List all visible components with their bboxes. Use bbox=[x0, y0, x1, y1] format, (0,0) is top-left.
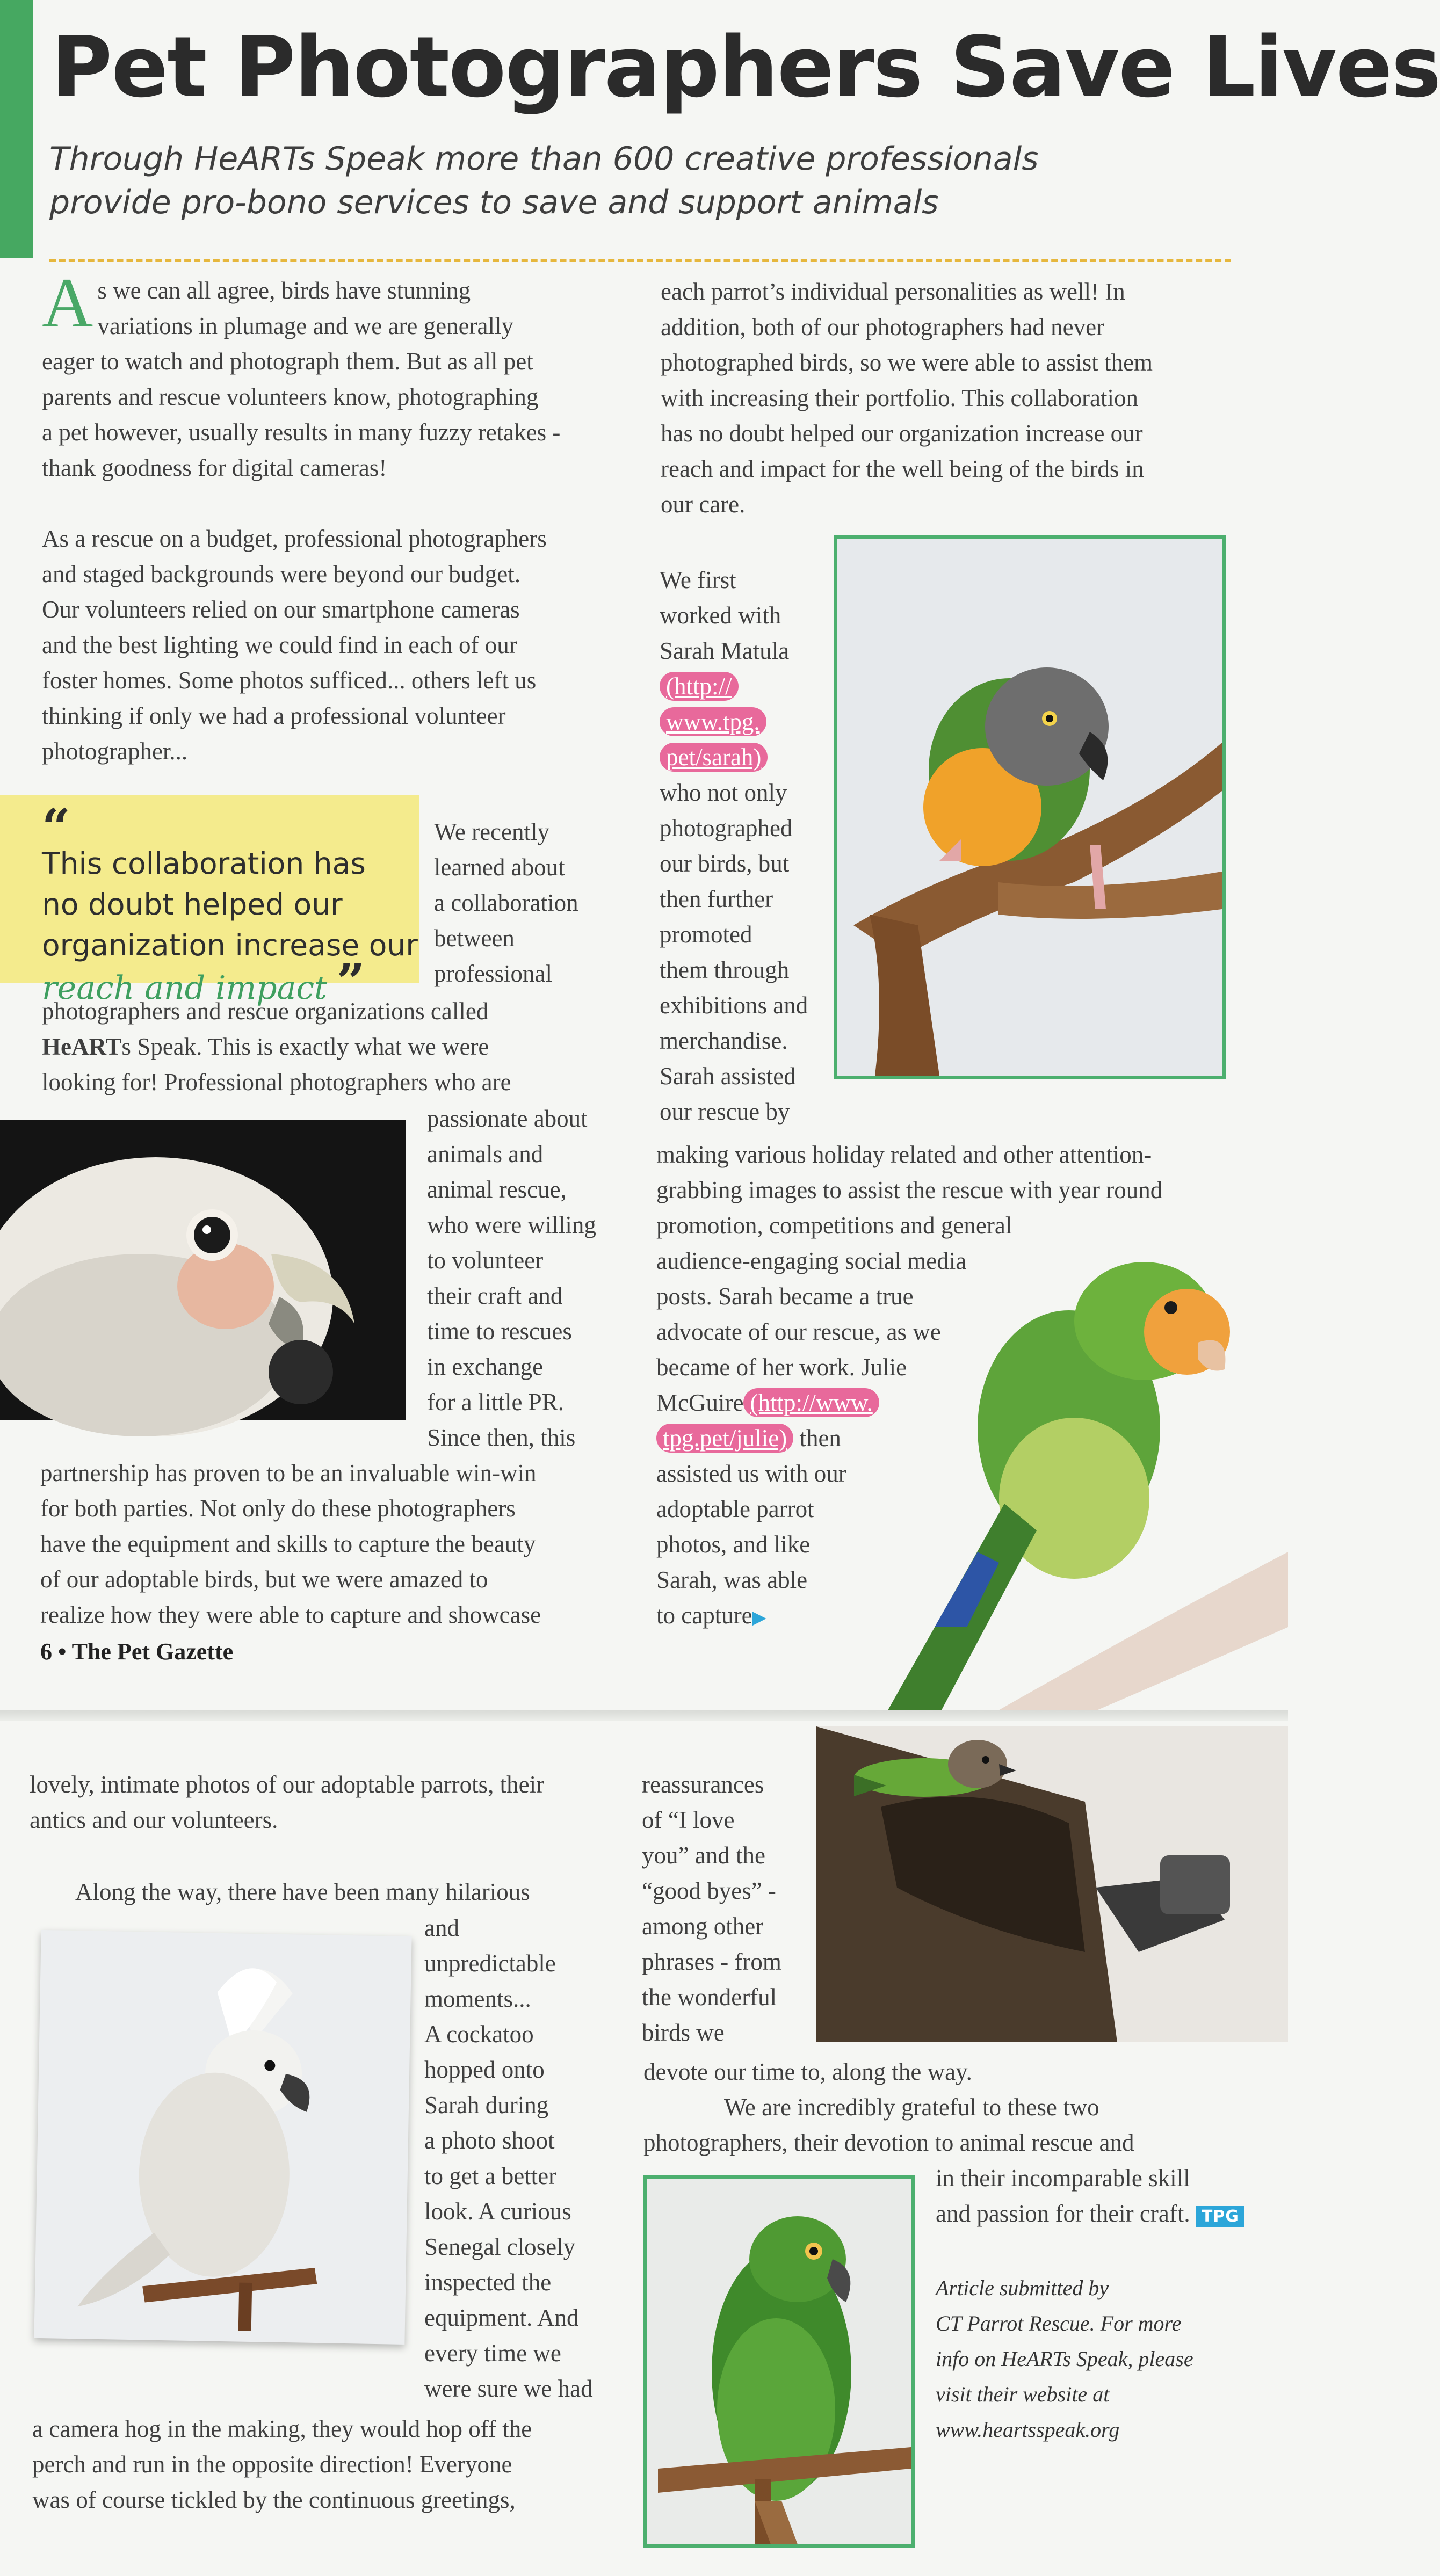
right-column-narrow-text: We first worked with Sarah Matula (http:// www.tpg. pet/sarah) who not only photographed our birds, but then further promoted them through exhibitions and merchandise. Sarah assisted our rescue by bbox=[660, 567, 808, 1125]
senegal-parrot-image bbox=[837, 539, 1222, 1076]
goffin-cockatoo-photo bbox=[0, 1120, 406, 1420]
drop-cap: A bbox=[42, 263, 93, 342]
page2-left-top: lovely, intimate photos of our adoptable parrots, their antics and our volunteers. bbox=[30, 1771, 545, 1833]
green-parrot-image bbox=[647, 2179, 911, 2544]
page2-right-beside-photo: in their incomparable skill and passion for their craft. TPG bbox=[936, 2160, 1279, 2234]
page2-left-p2-first-line: Along the way, there have been many hilarious bbox=[75, 1878, 530, 1905]
paragraph-1: As we can all agree, birds have stunning variations in plumage and we are generally eager to watch and photograph them. But as all pet parents and rescue volunteers know, photographing a pet however, usually results in many fuzzy retakes - thank goodness for digital cameras! bbox=[42, 263, 561, 481]
paragraph-2: As a rescue on a budget, professional photographers and staged backgrounds were beyond our budget. Our volunteers relied on our smartphone cameras and the best lighting we could find in each of our foster homes. Some photos sufficed... others left us thinking if only we had a professional volunteer photographer... bbox=[42, 525, 547, 765]
sarah-matula-link-part-1[interactable]: (http:// bbox=[660, 672, 739, 701]
cockatoo-closeup-image bbox=[0, 1120, 406, 1420]
dashed-divider bbox=[49, 259, 1231, 262]
julie-mcguire-link-part-2[interactable]: tpg.pet/julie) bbox=[656, 1424, 793, 1453]
text-beside-cockatoo: passionate about animals and animal rescue, who were willing to volunteer their craft and time to rescues in exchange for a little PR. Since then, this bbox=[427, 1105, 596, 1451]
umbrella-cockatoo-image bbox=[34, 1930, 411, 2345]
page2-left-narrow-text: and unpredictable moments... A cockatoo hopped onto Sarah during a photo shoot to get a better look. A curious Senegal closely inspected the equipment. And every time we were sure we had bbox=[424, 1914, 593, 2402]
sarah-matula-link-part-2[interactable]: www.tpg. bbox=[660, 707, 766, 736]
senegal-parrot-photo bbox=[834, 535, 1226, 1079]
green-accent-bar bbox=[0, 0, 33, 258]
pull-quote-highlight: reach and impact bbox=[42, 969, 328, 1007]
continue-arrow-icon: ▶ bbox=[752, 1608, 766, 1628]
page-separator bbox=[0, 1710, 1288, 1721]
page2-right-grateful-text: We are incredibly grateful to these two photographers, their devotion to animal rescue and bbox=[643, 2094, 1134, 2156]
pull-quote: “ This collaboration has no doubt helped our organization increase our reach and impact ” bbox=[42, 798, 418, 1011]
page-subtitle: Through HeARTs Speak more than 600 creative professionals provide pro-bono services to save and support animals bbox=[49, 140, 1039, 221]
article-submission-note: Article submitted by CT Parrot Rescue. For more info on HeARTs Speak, please visit their website at www.heartsspeak.org bbox=[936, 2276, 1193, 2442]
page2-right-devote-line: devote our time to, along the way. bbox=[643, 2058, 972, 2085]
page2-left-bottom: a camera hog in the making, they would hop off the perch and run in the opposite direction! Everyone was of course tickled by the continuous greetings, bbox=[32, 2415, 532, 2513]
parrot-camera-image bbox=[816, 1726, 1288, 2042]
julie-mcguire-link-part-1[interactable]: (http://www. bbox=[743, 1388, 879, 1417]
sarah-matula-link-part-3[interactable]: pet/sarah) bbox=[660, 743, 768, 772]
right-column-top: each parrot’s individual personalities as well! In addition, both of our photographers had never photographed birds, so we were able to assist them with increasing their portfolio. This collaboration has no doubt helped our organization increase our reach and impact for the well being of the birds in our care. bbox=[661, 278, 1153, 518]
text-beside-quote: We recently learned about a collaboration between professional bbox=[434, 818, 578, 987]
text-after-quote: photographers and rescue organizations called HeARTs Speak. This is exactly what we were looking for! Professional photographers who are bbox=[42, 998, 511, 1095]
left-column-intro bbox=[42, 263, 611, 769]
green-parrot-photo bbox=[643, 2175, 915, 2548]
page-title: Pet Photographers Save Lives bbox=[51, 18, 1440, 116]
page-footer: 6 • The Pet Gazette bbox=[40, 1638, 234, 1665]
tpg-end-badge: TPG bbox=[1196, 2206, 1244, 2227]
umbrella-cockatoo-photo bbox=[34, 1930, 411, 2345]
page2-right-narrow-text: reassurances of “I love you” and the “good byes” - among other phrases - from the wonderful birds we bbox=[642, 1771, 781, 2046]
parrot-on-camera-bag-photo bbox=[816, 1726, 1288, 2042]
right-column-wide-text: making various holiday related and other attention- grabbing images to assist the rescue with year round promotion, competitions and general audience-engaging social media posts. Sarah became a true advocate of our rescue, as we became of her work. Julie McGuire (http://www. tpg.pet/julie) then assisted us with our adoptable parrot photos, and like Sarah, was able to capture▶ bbox=[656, 1141, 1163, 1629]
left-column-bottom: partnership has proven to be an invaluable win-win for both parties. Not only do these photographers have the equipment and skills to capture the beauty of our adoptable birds, but we were amazed to realize how they were able to capture and showcase bbox=[40, 1460, 541, 1628]
